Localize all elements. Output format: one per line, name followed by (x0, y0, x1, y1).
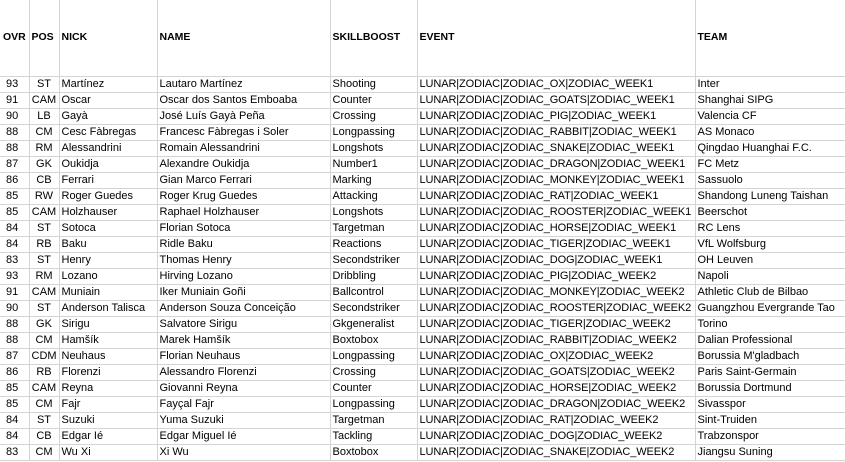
cell-pos[interactable]: ST (29, 76, 59, 92)
cell-skillboost[interactable]: Longshots (330, 204, 417, 220)
cell-nick[interactable]: Suzuki (59, 412, 157, 428)
cell-event[interactable]: LUNAR|ZODIAC|ZODIAC_SNAKE|ZODIAC_WEEK1 (417, 140, 695, 156)
cell-pos[interactable]: CB (29, 428, 59, 444)
cell-ovr[interactable]: 88 (0, 316, 29, 332)
cell-ovr[interactable]: 87 (0, 348, 29, 364)
cell-team[interactable]: Athletic Club de Bilbao (695, 284, 845, 300)
cell-ovr[interactable]: 93 (0, 76, 29, 92)
table-row (0, 140, 845, 156)
cell-event[interactable]: LUNAR|ZODIAC|ZODIAC_OX|ZODIAC_WEEK1 (417, 76, 695, 92)
table-row (0, 204, 845, 220)
cell-event[interactable]: LUNAR|ZODIAC|ZODIAC_HORSE|ZODIAC_WEEK2 (417, 380, 695, 396)
cell-name[interactable]: Florian Neuhaus (157, 348, 330, 364)
cell-event[interactable]: LUNAR|ZODIAC|ZODIAC_DOG|ZODIAC_WEEK2 (417, 428, 695, 444)
cell-pos[interactable]: CM (29, 444, 59, 460)
cell-pos[interactable]: GK (29, 156, 59, 172)
cell-pos[interactable]: ST (29, 252, 59, 268)
cell-skillboost[interactable]: Tackling (330, 428, 417, 444)
cell-event[interactable]: LUNAR|ZODIAC|ZODIAC_MONKEY|ZODIAC_WEEK1 (417, 172, 695, 188)
cell-nick[interactable]: Edgar Ié (59, 428, 157, 444)
header-name[interactable]: NAME (157, 0, 330, 76)
cell-name[interactable]: Alessandro Florenzi (157, 364, 330, 380)
cell-ovr[interactable]: 85 (0, 188, 29, 204)
cell-nick[interactable]: Neuhaus (59, 348, 157, 364)
cell-skillboost[interactable]: Longpassing (330, 396, 417, 412)
cell-nick[interactable]: Martínez (59, 76, 157, 92)
cell-name[interactable]: Yuma Suzuki (157, 412, 330, 428)
cell-team[interactable]: Borussia M'gladbach (695, 348, 845, 364)
table-row (0, 316, 845, 332)
cell-nick[interactable]: Ferrari (59, 172, 157, 188)
cell-event[interactable]: LUNAR|ZODIAC|ZODIAC_HORSE|ZODIAC_WEEK1 (417, 220, 695, 236)
cell-event[interactable]: LUNAR|ZODIAC|ZODIAC_SNAKE|ZODIAC_WEEK2 (417, 444, 695, 460)
cell-name[interactable]: Florian Sotoca (157, 220, 330, 236)
cell-team[interactable]: Shandong Luneng Taishan (695, 188, 845, 204)
cell-ovr[interactable]: 91 (0, 92, 29, 108)
cell-event[interactable]: LUNAR|ZODIAC|ZODIAC_RABBIT|ZODIAC_WEEK2 (417, 332, 695, 348)
cell-skillboost[interactable]: Marking (330, 172, 417, 188)
cell-skillboost[interactable]: Reactions (330, 236, 417, 252)
cell-ovr[interactable]: 84 (0, 236, 29, 252)
cell-ovr[interactable]: 83 (0, 252, 29, 268)
cell-pos[interactable]: RM (29, 140, 59, 156)
cell-skillboost[interactable]: Boxtobox (330, 444, 417, 460)
cell-name[interactable]: Giovanni Reyna (157, 380, 330, 396)
cell-name[interactable]: Edgar Miguel Ié (157, 428, 330, 444)
table-row (0, 76, 845, 92)
cell-team[interactable]: Jiangsu Suning (695, 444, 845, 460)
cell-team[interactable]: Qingdao Huanghai F.C. (695, 140, 845, 156)
cell-nick[interactable]: Florenzi (59, 364, 157, 380)
cell-name[interactable]: Fayçal Fajr (157, 396, 330, 412)
cell-nick[interactable]: Holzhauser (59, 204, 157, 220)
cell-pos[interactable]: CAM (29, 92, 59, 108)
cell-event[interactable]: LUNAR|ZODIAC|ZODIAC_GOATS|ZODIAC_WEEK1 (417, 92, 695, 108)
cell-ovr[interactable]: 84 (0, 428, 29, 444)
cell-event[interactable]: LUNAR|ZODIAC|ZODIAC_RABBIT|ZODIAC_WEEK1 (417, 124, 695, 140)
cell-pos[interactable]: CAM (29, 380, 59, 396)
cell-name[interactable]: Thomas Henry (157, 252, 330, 268)
cell-skillboost[interactable]: Longpassing (330, 124, 417, 140)
cell-nick[interactable]: Muniain (59, 284, 157, 300)
cell-team[interactable]: Valencia CF (695, 108, 845, 124)
table-row (0, 428, 845, 444)
table-row (0, 444, 845, 460)
cell-ovr[interactable]: 85 (0, 204, 29, 220)
table-row (0, 268, 845, 284)
cell-team[interactable]: Sint-Truiden (695, 412, 845, 428)
cell-team[interactable]: Inter (695, 76, 845, 92)
cell-nick[interactable]: Cesc Fàbregas (59, 124, 157, 140)
cell-nick[interactable]: Oscar (59, 92, 157, 108)
cell-pos[interactable]: RB (29, 364, 59, 380)
cell-team[interactable]: Dalian Professional (695, 332, 845, 348)
cell-skillboost[interactable]: Gkgeneralist (330, 316, 417, 332)
table-row (0, 380, 845, 396)
cell-name[interactable]: Anderson Souza Conceição (157, 300, 330, 316)
cell-nick[interactable]: Sirigu (59, 316, 157, 332)
cell-ovr[interactable]: 83 (0, 444, 29, 460)
cell-skillboost[interactable]: Number1 (330, 156, 417, 172)
cell-event[interactable]: LUNAR|ZODIAC|ZODIAC_PIG|ZODIAC_WEEK1 (417, 108, 695, 124)
cell-event[interactable]: LUNAR|ZODIAC|ZODIAC_RAT|ZODIAC_WEEK2 (417, 412, 695, 428)
cell-event[interactable]: LUNAR|ZODIAC|ZODIAC_TIGER|ZODIAC_WEEK1 (417, 236, 695, 252)
cell-name[interactable]: Oscar dos Santos Emboaba (157, 92, 330, 108)
cell-skillboost[interactable]: Targetman (330, 220, 417, 236)
header-row (0, 0, 845, 76)
cell-name[interactable]: Lautaro Martínez (157, 76, 330, 92)
cell-nick[interactable]: Gayà (59, 108, 157, 124)
cell-ovr[interactable]: 90 (0, 108, 29, 124)
cell-pos[interactable]: CB (29, 172, 59, 188)
cell-name[interactable]: José Luís Gayà Peña (157, 108, 330, 124)
cell-pos[interactable]: ST (29, 412, 59, 428)
header-nick[interactable]: NICK (59, 0, 157, 76)
cell-event[interactable]: LUNAR|ZODIAC|ZODIAC_RAT|ZODIAC_WEEK1 (417, 188, 695, 204)
cell-ovr[interactable]: 91 (0, 284, 29, 300)
cell-name[interactable]: Salvatore Sirigu (157, 316, 330, 332)
cell-team[interactable]: AS Monaco (695, 124, 845, 140)
cell-ovr[interactable]: 88 (0, 124, 29, 140)
cell-pos[interactable]: CAM (29, 284, 59, 300)
header-pos[interactable]: POS (29, 0, 59, 76)
cell-event[interactable]: LUNAR|ZODIAC|ZODIAC_GOATS|ZODIAC_WEEK2 (417, 364, 695, 380)
cell-nick[interactable]: Oukidja (59, 156, 157, 172)
cell-skillboost[interactable]: Targetman (330, 412, 417, 428)
cell-nick[interactable]: Alessandrini (59, 140, 157, 156)
cell-name[interactable]: Hirving Lozano (157, 268, 330, 284)
cell-skillboost[interactable]: Attacking (330, 188, 417, 204)
cell-name[interactable]: Roger Krug Guedes (157, 188, 330, 204)
cell-team[interactable]: Sassuolo (695, 172, 845, 188)
cell-ovr[interactable]: 86 (0, 172, 29, 188)
cell-skillboost[interactable]: Secondstriker (330, 252, 417, 268)
cell-nick[interactable]: Sotoca (59, 220, 157, 236)
cell-nick[interactable]: Anderson Talisca (59, 300, 157, 316)
header-ovr[interactable]: OVR (0, 0, 29, 76)
cell-pos[interactable]: RM (29, 268, 59, 284)
table-row (0, 188, 845, 204)
table-row (0, 108, 845, 124)
cell-skillboost[interactable]: Ballcontrol (330, 284, 417, 300)
cell-skillboost[interactable]: Longpassing (330, 348, 417, 364)
cell-event[interactable]: LUNAR|ZODIAC|ZODIAC_PIG|ZODIAC_WEEK2 (417, 268, 695, 284)
cell-ovr[interactable]: 86 (0, 364, 29, 380)
cell-name[interactable]: Xi Wu (157, 444, 330, 460)
cell-nick[interactable]: Wu Xi (59, 444, 157, 460)
cell-pos[interactable]: RB (29, 236, 59, 252)
table-row (0, 332, 845, 348)
table-row (0, 284, 845, 300)
cell-skillboost[interactable]: Longshots (330, 140, 417, 156)
cell-ovr[interactable]: 85 (0, 380, 29, 396)
cell-team[interactable]: OH Leuven (695, 252, 845, 268)
cell-name[interactable]: Gian Marco Ferrari (157, 172, 330, 188)
table-row (0, 252, 845, 268)
table-row (0, 92, 845, 108)
cell-skillboost[interactable]: Dribbling (330, 268, 417, 284)
cell-skillboost[interactable]: Crossing (330, 364, 417, 380)
cell-ovr[interactable]: 88 (0, 140, 29, 156)
table-row (0, 156, 845, 172)
table-row (0, 124, 845, 140)
cell-event[interactable]: LUNAR|ZODIAC|ZODIAC_DOG|ZODIAC_WEEK1 (417, 252, 695, 268)
cell-pos[interactable]: CM (29, 124, 59, 140)
cell-pos[interactable]: LB (29, 108, 59, 124)
table-row (0, 364, 845, 380)
table-row (0, 412, 845, 428)
cell-skillboost[interactable]: Crossing (330, 108, 417, 124)
cell-nick[interactable]: Fajr (59, 396, 157, 412)
cell-pos[interactable]: RW (29, 188, 59, 204)
cell-name[interactable]: Ridle Baku (157, 236, 330, 252)
cell-name[interactable]: Marek Hamšík (157, 332, 330, 348)
table-row (0, 172, 845, 188)
cell-name[interactable]: Iker Muniain Goñi (157, 284, 330, 300)
cell-ovr[interactable]: 85 (0, 396, 29, 412)
cell-team[interactable]: FC Metz (695, 156, 845, 172)
cell-team[interactable]: RC Lens (695, 220, 845, 236)
cell-pos[interactable]: ST (29, 220, 59, 236)
cell-nick[interactable]: Roger Guedes (59, 188, 157, 204)
cell-skillboost[interactable]: Shooting (330, 76, 417, 92)
cell-ovr[interactable]: 84 (0, 220, 29, 236)
cell-nick[interactable]: Baku (59, 236, 157, 252)
cell-skillboost[interactable]: Counter (330, 380, 417, 396)
header-team[interactable]: TEAM (695, 0, 845, 76)
cell-event[interactable]: LUNAR|ZODIAC|ZODIAC_MONKEY|ZODIAC_WEEK2 (417, 284, 695, 300)
cell-team[interactable]: Shanghai SIPG (695, 92, 845, 108)
cell-pos[interactable]: ST (29, 300, 59, 316)
cell-event[interactable]: LUNAR|ZODIAC|ZODIAC_DRAGON|ZODIAC_WEEK2 (417, 396, 695, 412)
table-row (0, 300, 845, 316)
table-row (0, 220, 845, 236)
cell-team[interactable]: Trabzonspor (695, 428, 845, 444)
cell-name[interactable]: Francesc Fàbregas i Soler (157, 124, 330, 140)
cell-team[interactable]: Borussia Dortmund (695, 380, 845, 396)
cell-team[interactable]: Beerschot (695, 204, 845, 220)
cell-name[interactable]: Romain Alessandrini (157, 140, 330, 156)
table-row (0, 348, 845, 364)
cell-team[interactable]: Napoli (695, 268, 845, 284)
cell-nick[interactable]: Reyna (59, 380, 157, 396)
cell-pos[interactable]: CM (29, 332, 59, 348)
cell-event[interactable]: LUNAR|ZODIAC|ZODIAC_OX|ZODIAC_WEEK2 (417, 348, 695, 364)
cell-event[interactable]: LUNAR|ZODIAC|ZODIAC_ROOSTER|ZODIAC_WEEK2 (417, 300, 695, 316)
header-skillboost[interactable]: SKILLBOOST (330, 0, 417, 76)
header-event[interactable]: EVENT (417, 0, 695, 76)
cell-team[interactable]: Sivasspor (695, 396, 845, 412)
cell-pos[interactable]: CAM (29, 204, 59, 220)
cell-event[interactable]: LUNAR|ZODIAC|ZODIAC_ROOSTER|ZODIAC_WEEK1 (417, 204, 695, 220)
cell-nick[interactable]: Hamšík (59, 332, 157, 348)
cell-skillboost[interactable]: Counter (330, 92, 417, 108)
cell-pos[interactable]: GK (29, 316, 59, 332)
table-row (0, 236, 845, 252)
cell-name[interactable]: Alexandre Oukidja (157, 156, 330, 172)
cell-team[interactable]: Guangzhou Evergrande Tao (695, 300, 845, 316)
cell-pos[interactable]: CDM (29, 348, 59, 364)
cell-ovr[interactable]: 93 (0, 268, 29, 284)
cell-event[interactable]: LUNAR|ZODIAC|ZODIAC_DRAGON|ZODIAC_WEEK1 (417, 156, 695, 172)
cell-ovr[interactable]: 90 (0, 300, 29, 316)
cell-pos[interactable]: CM (29, 396, 59, 412)
cell-team[interactable]: Torino (695, 316, 845, 332)
cell-nick[interactable]: Lozano (59, 268, 157, 284)
cell-team[interactable]: VfL Wolfsburg (695, 236, 845, 252)
cell-skillboost[interactable]: Boxtobox (330, 332, 417, 348)
cell-name[interactable]: Raphael Holzhauser (157, 204, 330, 220)
cell-nick[interactable]: Henry (59, 252, 157, 268)
cell-skillboost[interactable]: Secondstriker (330, 300, 417, 316)
cell-ovr[interactable]: 87 (0, 156, 29, 172)
cell-event[interactable]: LUNAR|ZODIAC|ZODIAC_TIGER|ZODIAC_WEEK2 (417, 316, 695, 332)
cell-team[interactable]: Paris Saint-Germain (695, 364, 845, 380)
cell-ovr[interactable]: 88 (0, 332, 29, 348)
table-row (0, 396, 845, 412)
cell-ovr[interactable]: 84 (0, 412, 29, 428)
